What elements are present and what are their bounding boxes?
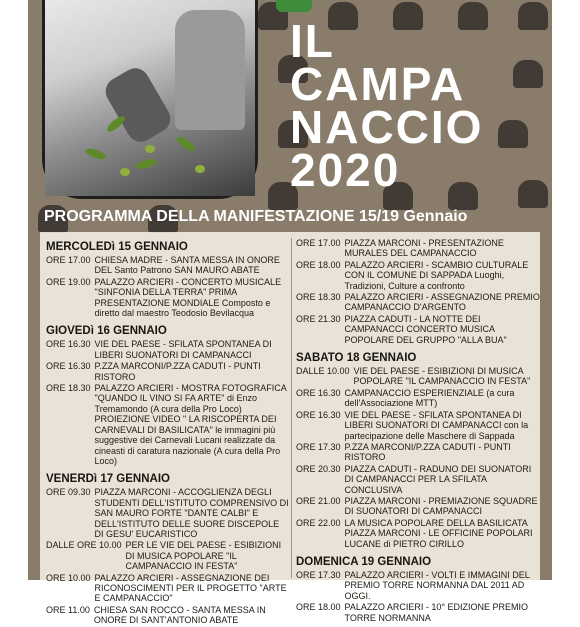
event-poster: [28, 0, 552, 626]
event-time: ORE 09.30: [46, 487, 91, 498]
day-heading: VENERDì 17 GENNAIO: [46, 473, 170, 486]
bell-icon: [518, 180, 548, 208]
event-description: PIAZZA MARCONI - ACCOGLIENZA DEGLI STUDENTI DELL'ISTITUTO COMPRENSIVO DI SAN MAURO FORTE "DANTE CALBI" E DELL'ISTITUTO DELLE SUORE DISCEPOLE DI GESU' EUCARISTICO: [94, 487, 289, 539]
poster-title: [290, 15, 484, 196]
event-time: ORE 17.30: [296, 441, 341, 452]
program-event: [296, 292, 540, 313]
event-time: ORE 16.30: [296, 387, 341, 398]
event-description: P.ZZA MARCONI/P.ZZA CADUTI - PUNTI RISTORO: [344, 441, 511, 463]
event-description: PALAZZO ARCIERI - ASSEGNAZIONE PREMIO CAMPANACCIO D'ARGENTO: [344, 292, 540, 313]
event-time: ORE 18.30: [296, 292, 341, 303]
program-heading: PROGRAMMA DELLA MANIFESTAZIONE 15/19 Gennaio: [44, 208, 468, 225]
day-heading: DOMENICA 19 GENNAIO: [296, 555, 432, 568]
event-time: ORE 16.30: [296, 409, 341, 420]
olive-icon: [120, 168, 130, 176]
event-time: ORE 17.00: [296, 238, 341, 248]
event-description: PIAZZA MARCONI - PREMIAZIONE SQUADRE DI SUONATORI DI CAMPANACCI: [344, 495, 538, 517]
program-event: [296, 518, 540, 549]
program-event: [296, 314, 540, 345]
olive-icon: [145, 145, 155, 153]
event-time: ORE 18.30: [46, 383, 91, 394]
event-time: ORE 22.00: [296, 517, 341, 528]
program-event: [46, 361, 290, 382]
day-heading: GIOVEDì 16 GENNAIO: [46, 325, 167, 338]
event-time: ORE 20.30: [296, 463, 341, 474]
program-event: [296, 238, 540, 259]
program-event: [46, 487, 290, 539]
event-description: PIAZZA CADUTI - LA NOTTE DEI CAMPANACCI CONCERTO MUSICA POPOLARE DEL GRUPPO "ALLA BUA": [344, 313, 507, 345]
program-panel: [40, 232, 540, 626]
event-time: ORE 11.00: [46, 604, 90, 615]
event-description: CAMPANACCIO ESPERIENZIALE (a cura dell'Associazione MTT): [344, 387, 515, 409]
event-description: PALAZZO ARCIERI - MOSTRA FOTOGRAFICA "QUANDO IL VINO SI FA ARTE" di Enzo Tremamondo (A cura della Pro Loco) PROIEZIONE VIDEO " LA RISCOPERTA DEI CARNEVALI DI BASILICATA" le immagini più suggestive dei Carnevali Lucani realizzate da cineasti di caratura nazionale (A cura della Pro Loco): [94, 383, 287, 466]
program-event: [296, 464, 540, 495]
program-event: [296, 496, 540, 517]
bell-icon: [513, 60, 543, 88]
program-event: [296, 410, 540, 441]
program-event: [296, 570, 540, 601]
event-time: ORE 21.00: [296, 495, 341, 506]
event-description: PALAZZO ARCIERI - CONCERTO MUSICALE "SINFONIA DELLA TERRA" PRIMA PRESENTAZIONE MONDIALE Composto e diretto dal maestro Teodosio Bevilacqua: [94, 276, 282, 319]
event-time: ORE 19.00: [46, 276, 91, 287]
event-time: ORE 16.30: [46, 361, 91, 372]
event-description: PIAZZA CADUTI - RADUNO DEI SUONATORI DI CAMPANACCI PER LA SFILATA CONCLUSIVA: [344, 463, 532, 495]
event-description: PIAZZA MARCONI - PRESENTAZIONE MURALES DEL CAMPANACCIO: [344, 238, 504, 259]
event-time: ORE 17.30: [296, 569, 341, 580]
event-time: ORE 18.00: [296, 259, 341, 270]
bell-icon: [498, 120, 528, 148]
event-time: DALLE ORE 10.00: [46, 540, 122, 551]
title-line: CAMPA: [290, 58, 466, 110]
day-heading: MERCOLEDì 15 GENNAIO: [46, 241, 188, 253]
illustration-figure: [175, 10, 245, 130]
olive-icon: [195, 165, 205, 173]
event-time: ORE 10.00: [46, 572, 91, 583]
program-event: [296, 602, 540, 623]
program-event: [46, 383, 290, 466]
program-event: [46, 573, 290, 604]
event-time: ORE 16.30: [46, 339, 91, 350]
event-description: VIE DEL PAESE - SFILATA SPONTANEA DI LIBERI SUONATORI DI CAMPANACCI con la partecipazione delle Maschere di Sappada: [344, 409, 529, 441]
event-time: ORE 17.00: [46, 255, 91, 265]
bell-icon: [518, 2, 548, 30]
event-description: PALAZZO ARCIERI - SCAMBIO CULTURALE CON IL COMUNE DI SAPPADA Luoghi, Tradizioni, Culture a confronto: [344, 259, 529, 291]
program-event: [46, 255, 290, 276]
event-time: DALLE 10.00: [296, 366, 350, 377]
day-heading: SABATO 18 GENNAIO: [296, 352, 417, 365]
title-line: IL: [290, 15, 335, 67]
event-description: CHIESA MADRE - SANTA MESSA IN ONORE DEL Santo Patrono SAN MAURO ABATE: [94, 255, 280, 276]
program-event: [296, 388, 540, 409]
event-description: LA MUSICA POPOLARE DELLA BASILICATA PIAZZA MARCONI - LE OFFICINE POPOLARI LUCANE di PIETRO CIRILLO: [344, 517, 533, 549]
event-time: ORE 18.00: [296, 602, 341, 613]
program-column-left: [46, 238, 290, 627]
event-description: VIE DEL PAESE - SFILATA SPONTANEA DI LIBERI SUONATORI DI CAMPANACCI: [94, 339, 272, 360]
event-description: PER LE VIE DEL PAESE - ESIBIZIONI DI MUSICA POPOLARE "IL CAMPANACCIO IN FESTA": [125, 540, 282, 572]
green-logo-icon: [276, 0, 312, 12]
olive-illustration: [42, 0, 258, 199]
program-event: [46, 339, 290, 360]
program-event: [46, 277, 290, 319]
program-event: [296, 260, 540, 291]
title-line: 2020: [290, 144, 401, 196]
column-divider: [291, 238, 292, 578]
program-event: [296, 366, 540, 387]
title-line: NACCIO: [290, 101, 484, 153]
event-description: VIE DEL PAESE - ESIBIZIONI DI MUSICA POPOLARE "IL CAMPANACCIO IN FESTA": [353, 366, 531, 387]
event-description: P.ZZA MARCONI/P.ZZA CADUTI - PUNTI RISTORO: [94, 361, 261, 382]
event-description: PALAZZO ARCIERI - ASSEGNAZIONE DEI RICONOSCIMENTI PER IL PROGETTO "ARTE E CAMPANACCIO": [94, 572, 287, 604]
program-event: [46, 605, 290, 626]
event-description: PALAZZO ARCIERI - VOLTI E IMMAGINI DEL PREMIO TORRE NORMANNA DAL 2011 AD OGGI.: [344, 569, 530, 601]
event-time: ORE 21.30: [296, 313, 341, 324]
event-description: CHIESA SAN ROCCO - SANTA MESSA IN ONORE DI SANT'ANTONIO ABATE: [93, 604, 266, 626]
program-event: [296, 442, 540, 463]
event-description: PALAZZO ARCIERI - 10° EDIZIONE PREMIO TORRE NORMANNA: [344, 602, 528, 623]
program-column-right: [296, 238, 540, 624]
program-event: [46, 540, 290, 571]
